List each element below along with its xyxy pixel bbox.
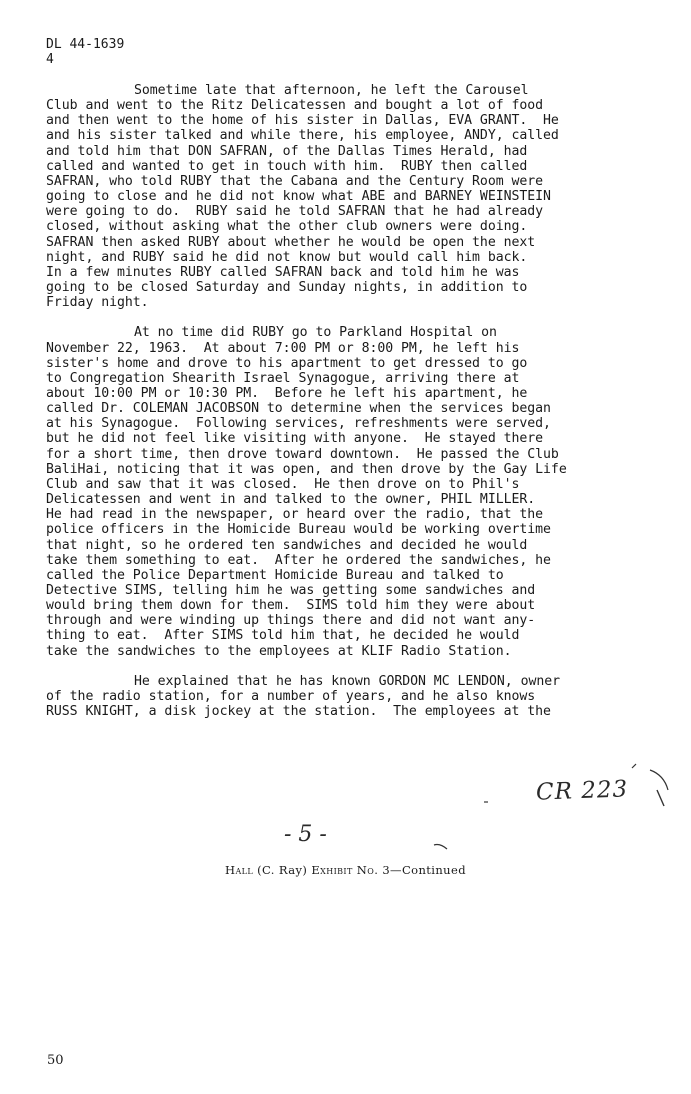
- text-line: for a short time, then drove toward downtown. He passed the Club: [46, 446, 559, 462]
- caption-suffix: —Continued: [390, 863, 466, 877]
- text-line: called and wanted to get in touch with him. RUBY then called: [46, 158, 528, 174]
- text-line: through and were winding up things there and did not want any-: [46, 613, 536, 629]
- text-line: He explained that he has known GORDON MC LENDON, owner: [134, 673, 561, 689]
- text-line: At no time did RUBY go to Parkland Hospital on: [134, 325, 497, 341]
- text-line: SAFRAN then asked RUBY about whether he would be open the next: [46, 234, 536, 250]
- text-line: police officers in the Homicide Bureau would be working overtime: [46, 522, 551, 538]
- text-line: that night, so he ordered ten sandwiches and decided he would: [46, 537, 528, 553]
- text-line: BaliHai, noticing that it was open, and then drove by the Gay Life: [46, 461, 567, 477]
- text-line: and his sister talked and while there, his employee, ANDY, called: [46, 128, 559, 144]
- text-line: take them something to eat. After he ordered the sandwiches, he: [46, 552, 551, 568]
- text-line: and then went to the home of his sister in Dallas, EVA GRANT. He: [46, 113, 559, 129]
- text-line: Friday night.: [46, 295, 149, 311]
- pen-tick-mark: [632, 764, 636, 768]
- text-line: Sometime late that afternoon, he left the Carousel: [134, 83, 529, 98]
- text-line: and told him that DON SAFRAN, of the Dallas Times Herald, had: [46, 143, 528, 159]
- text-line: would bring them down for them. SIMS told him they were about: [46, 598, 536, 614]
- text-line: SAFRAN, who told RUBY that the Cabana and the Century Room were: [46, 173, 544, 189]
- text-line: at his Synagogue. Following services, refreshments were served,: [46, 416, 551, 432]
- text-line: night, and RUBY said he did not know but would call him back.: [46, 249, 528, 265]
- header-page-number: 4: [46, 52, 54, 67]
- text-line: He had read in the newspaper, or heard over the radio, that the: [46, 507, 544, 523]
- pen-stroke-mark: [434, 845, 447, 850]
- text-line: Club and went to the Ritz Delicatessen and bought a lot of food: [46, 98, 544, 114]
- text-line: to Congregation Shearith Israel Synagogue, arriving there at: [46, 370, 520, 386]
- text-line: thing to eat. After SIMS told him that, he decided he would: [46, 628, 520, 644]
- caption-middle: (C. Ray): [257, 863, 308, 877]
- text-line: RUSS KNIGHT, a disk jockey at the station. The employees at the: [46, 704, 551, 720]
- text-line: take the sandwiches to the employees at KLIF Radio Station.: [46, 643, 512, 659]
- pen-curve-mark: [650, 770, 668, 790]
- text-line: Detective SIMS, telling him he was getting some sandwiches and: [46, 583, 536, 598]
- text-line: November 22, 1963. At about 7:00 PM or 8:00 PM, he left his: [46, 340, 520, 356]
- text-line: called Dr. COLEMAN JACOBSON to determine when the services began: [46, 401, 551, 417]
- handwritten-document-code: CR 223: [535, 776, 629, 806]
- text-line: but he did not feel like visiting with anyone. He stayed there: [46, 431, 544, 447]
- text-line: sister's home and drove to his apartment to get dressed to go: [46, 355, 528, 371]
- text-line: In a few minutes RUBY called SAFRAN back and told him he was: [46, 264, 520, 280]
- text-line: Club and saw that it was closed. He then drove on to Phil's: [46, 476, 520, 492]
- file-number: DL 44-1639: [46, 37, 125, 52]
- text-line: going to be closed Saturday and Sunday nights, in addition to: [46, 280, 528, 296]
- text-line: were going to do. RUBY said he told SAFRAN that he had already: [46, 204, 544, 220]
- footer-page-number: 50: [47, 1053, 64, 1068]
- exhibit-caption: [0, 863, 691, 877]
- text-line: closed, without asking what the other club owners were doing.: [46, 219, 528, 235]
- caption-name: Hall: [225, 863, 254, 877]
- handwritten-page-number: - 5 -: [284, 822, 327, 847]
- text-line: about 10:00 PM or 10:30 PM. Before he left his apartment, he: [46, 385, 528, 401]
- text-line: called the Police Department Homicide Bureau and talked to: [46, 567, 504, 583]
- pen-slash-mark: [657, 790, 664, 806]
- text-line: going to close and he did not know what ABE and BARNEY WEINSTEIN: [46, 189, 551, 205]
- text-line: of the radio station, for a number of years, and he also knows: [46, 688, 536, 704]
- caption-exhibit: Exhibit No. 3: [311, 863, 391, 877]
- text-line: Delicatessen and went in and talked to the owner, PHIL MILLER.: [46, 492, 536, 508]
